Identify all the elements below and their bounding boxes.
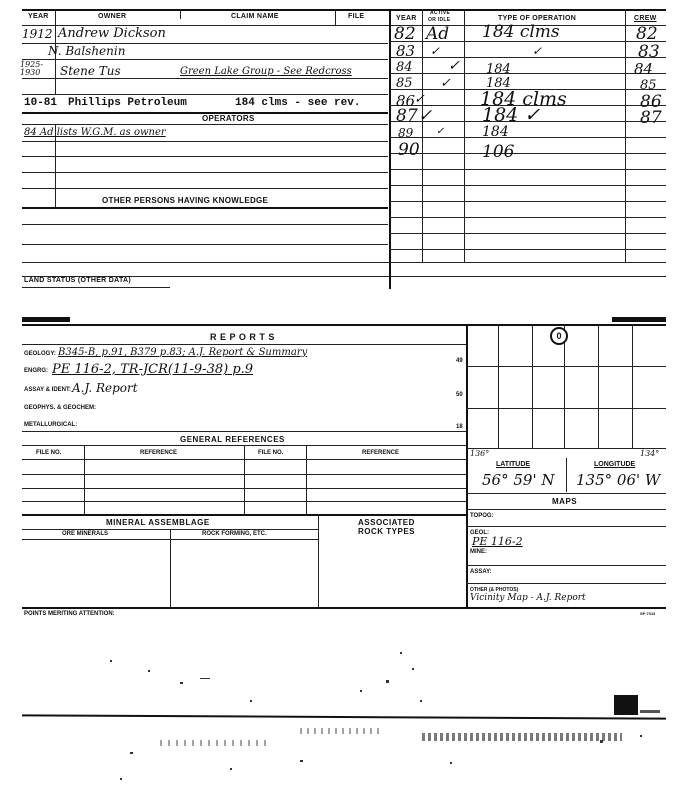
engrg-value: PE 116-2, TR-JCR(11-9-38) p.9: [52, 362, 254, 377]
rock-types-label: ROCK TYPES: [358, 527, 416, 536]
points-meriting-attention-label: POINTS MERITING ATTENTION:: [24, 611, 115, 617]
column-file-no: FILE NO.: [36, 450, 62, 456]
metallurgical-label: METALLURGICAL:: [24, 422, 78, 428]
general-references-title: GENERAL REFERENCES: [180, 435, 285, 444]
reports-title: R E P O R T S: [210, 332, 275, 342]
header-year-activity: YEAR: [396, 15, 417, 22]
location-marker-icon: 0: [550, 327, 568, 345]
header-owner: OWNER: [98, 13, 127, 20]
operator-note: 84 Ad lists W.G.M. as owner: [24, 127, 166, 138]
topog-label: TOPOG:: [470, 513, 494, 519]
latitude-label: LATITUDE: [496, 461, 531, 468]
assay-value: A.J. Report: [72, 381, 138, 395]
header-type-of-operation: TYPE OF OPERATION: [498, 15, 577, 22]
owner-year: 1925-1930: [20, 60, 44, 77]
typed-claim: 184 clms - see rev.: [235, 97, 361, 109]
geol-value: PE 116-2: [472, 535, 523, 548]
maps-title: MAPS: [552, 497, 578, 506]
rock-forming-label: ROCK FORMING, ETC.: [202, 531, 267, 537]
longitude-value: 135° 06' W: [576, 471, 661, 489]
assay-map-label: ASSAY:: [470, 569, 492, 575]
other-persons-label: OTHER PERSONS HAVING KNOWLEDGE: [102, 196, 269, 205]
engrg-label: ENGRG:: [24, 368, 48, 374]
column-file-no: FILE NO.: [258, 450, 284, 456]
column-reference: REFERENCE: [362, 450, 400, 456]
operators-label: OPERATORS: [202, 114, 255, 123]
header-year: YEAR: [28, 13, 49, 20]
column-reference: REFERENCE: [140, 450, 178, 456]
longitude-right: 134°: [640, 449, 660, 458]
geology-label: GEOLOGY:: [24, 351, 56, 357]
header-file: FILE: [348, 13, 365, 20]
owner-name: N. Balshenin: [48, 44, 126, 58]
margin-number: 49: [456, 358, 463, 364]
geology-value: B345-B, p.91, B379 p.83; A.J. Report & Summary: [58, 347, 308, 358]
owner-name: Andrew Dickson: [58, 26, 166, 41]
ore-minerals-label: ORE MINERALS: [62, 531, 109, 537]
header-crew: CREW: [634, 15, 657, 22]
form-number: SP 7013: [640, 611, 656, 616]
other-photos-value: Vicinity Map - A.J. Report: [470, 593, 586, 603]
margin-number: 50: [456, 392, 463, 398]
longitude-left: 136°: [470, 449, 490, 458]
latitude-value: 56° 59' N: [482, 471, 555, 489]
owner-name: Stene Tus: [60, 64, 121, 78]
typed-year: 10-81: [24, 97, 58, 109]
header-active: ACTIVE: [430, 10, 451, 16]
claim-name: Green Lake Group - See Redcross: [180, 66, 352, 77]
header-claim-name: CLAIM NAME: [231, 13, 279, 20]
header-idle: OR IDLE: [428, 17, 451, 23]
margin-number: 18: [456, 424, 463, 430]
geol-label: GEOL:: [470, 530, 489, 536]
geophys-label: GEOPHYS. & GEOCHEM:: [24, 405, 97, 411]
assay-label: ASSAY & IDENT:: [24, 387, 72, 393]
longitude-label: LONGITUDE: [594, 461, 636, 468]
typed-owner: Phillips Petroleum: [68, 97, 187, 109]
land-status-label: LAND STATUS (OTHER DATA): [24, 277, 132, 284]
other-photos-label: OTHER (& PHOTOS): [470, 587, 519, 593]
mineral-assemblage-title: MINERAL ASSEMBLAGE: [106, 518, 210, 527]
owner-year: 1912: [22, 27, 53, 41]
mine-label: MINE:: [470, 549, 487, 555]
associated-label: ASSOCIATED: [358, 518, 415, 527]
